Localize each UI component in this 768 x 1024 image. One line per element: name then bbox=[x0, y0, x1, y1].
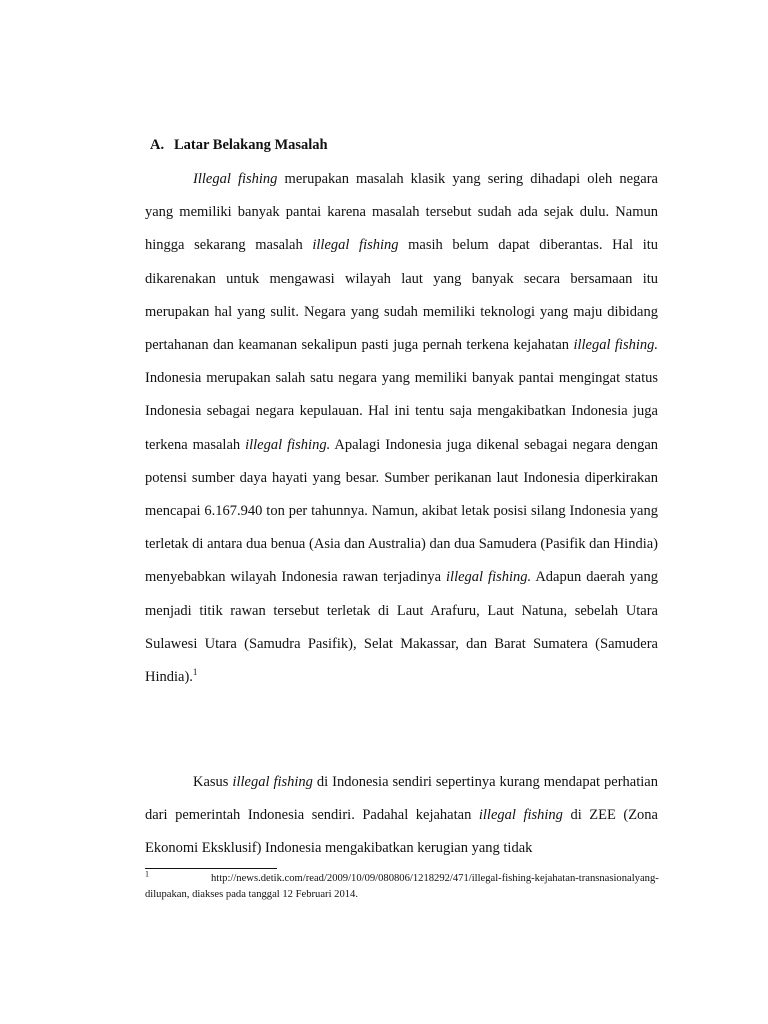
footnote bbox=[145, 871, 659, 903]
paragraph-text: di Indonesia sendiri sepertinya kurang mendapat perhatian dari pemerintah Indonesia sendiri. Padahal kejahatan bbox=[145, 774, 658, 824]
paragraph-latar-belakang bbox=[145, 163, 658, 694]
italic-term: illegal fishing. bbox=[245, 436, 331, 453]
section-title: Latar Belakang Masalah bbox=[174, 137, 328, 153]
section-heading bbox=[150, 137, 328, 154]
italic-term: illegal fishing. bbox=[446, 569, 532, 586]
paragraph-text: masih belum dapat diberantas. Hal itu dikarenakan untuk mengawasi wilayah laut yang banyak secara bersamaan itu merupakan hal yang sulit. Negara yang sudah memiliki teknologi yang maju dibidang pertahanan dan keamanan sekalipun pasti juga pernah terkena kejahatan bbox=[145, 237, 658, 354]
section-number: A. bbox=[150, 137, 165, 153]
paragraph-text: Adapun daerah yang menjadi titik rawan tersebut terletak di Laut Arafuru, Laut Natuna, sebelah Utara Sulawesi Utara (Samudra Pasifik), Selat Makassar, dan Barat Sumatera (Samudera Hindia). bbox=[145, 569, 658, 686]
italic-term: illegal fishing. bbox=[573, 337, 659, 354]
paragraph-text: merupakan masalah klasik yang sering dihadapi oleh negara yang memiliki banyak pantai karena masalah tersebut sudah ada sejak dulu. Namun hingga sekarang masalah bbox=[145, 171, 658, 254]
italic-term: illegal fishing bbox=[478, 807, 563, 824]
paragraph-text: di ZEE (Zona Ekonomi Eksklusif) Indonesia mengakibatkan kerugian yang tidak bbox=[145, 807, 658, 857]
footnote-separator bbox=[145, 868, 277, 869]
footnote-reference: 1 bbox=[192, 667, 198, 678]
paragraph-kasus bbox=[145, 766, 658, 866]
italic-term: illegal fishing bbox=[312, 237, 399, 254]
paragraph-text: Kasus bbox=[193, 774, 233, 790]
paragraph-text: Indonesia merupakan salah satu negara yang memiliki banyak pantai mengingat status Indonesia sebagai negara kepulauan. Hal ini tentu saja mengakibatkan Indonesia juga terkena masalah bbox=[145, 370, 658, 453]
italic-term: illegal fishing bbox=[232, 774, 313, 790]
paragraph-text: Apalagi Indonesia juga dikenal sebagai negara dengan potensi sumber daya hayati yang besar. Sumber perikanan laut Indonesia diperkirakan mencapai 6.167.940 ton per tahunnya. Namun, akibat letak posisi silang Indonesia yang terletak di antara dua benua (Asia dan Australia) dan dua Samudera (Pasifik dan Hindia) menyebabkan wilayah Indonesia rawan terjadinya bbox=[145, 436, 659, 586]
footnote-text: http://news.detik.com/read/2009/10/09/080806/1218292/471/illegal-fishing-kejahatan-transnasionalyang-dilupakan, diakses pada tanggal 12 Februari 2014. bbox=[145, 873, 659, 900]
footnote-number: 1 bbox=[145, 869, 149, 879]
italic-term: Illegal fishing bbox=[193, 171, 278, 187]
